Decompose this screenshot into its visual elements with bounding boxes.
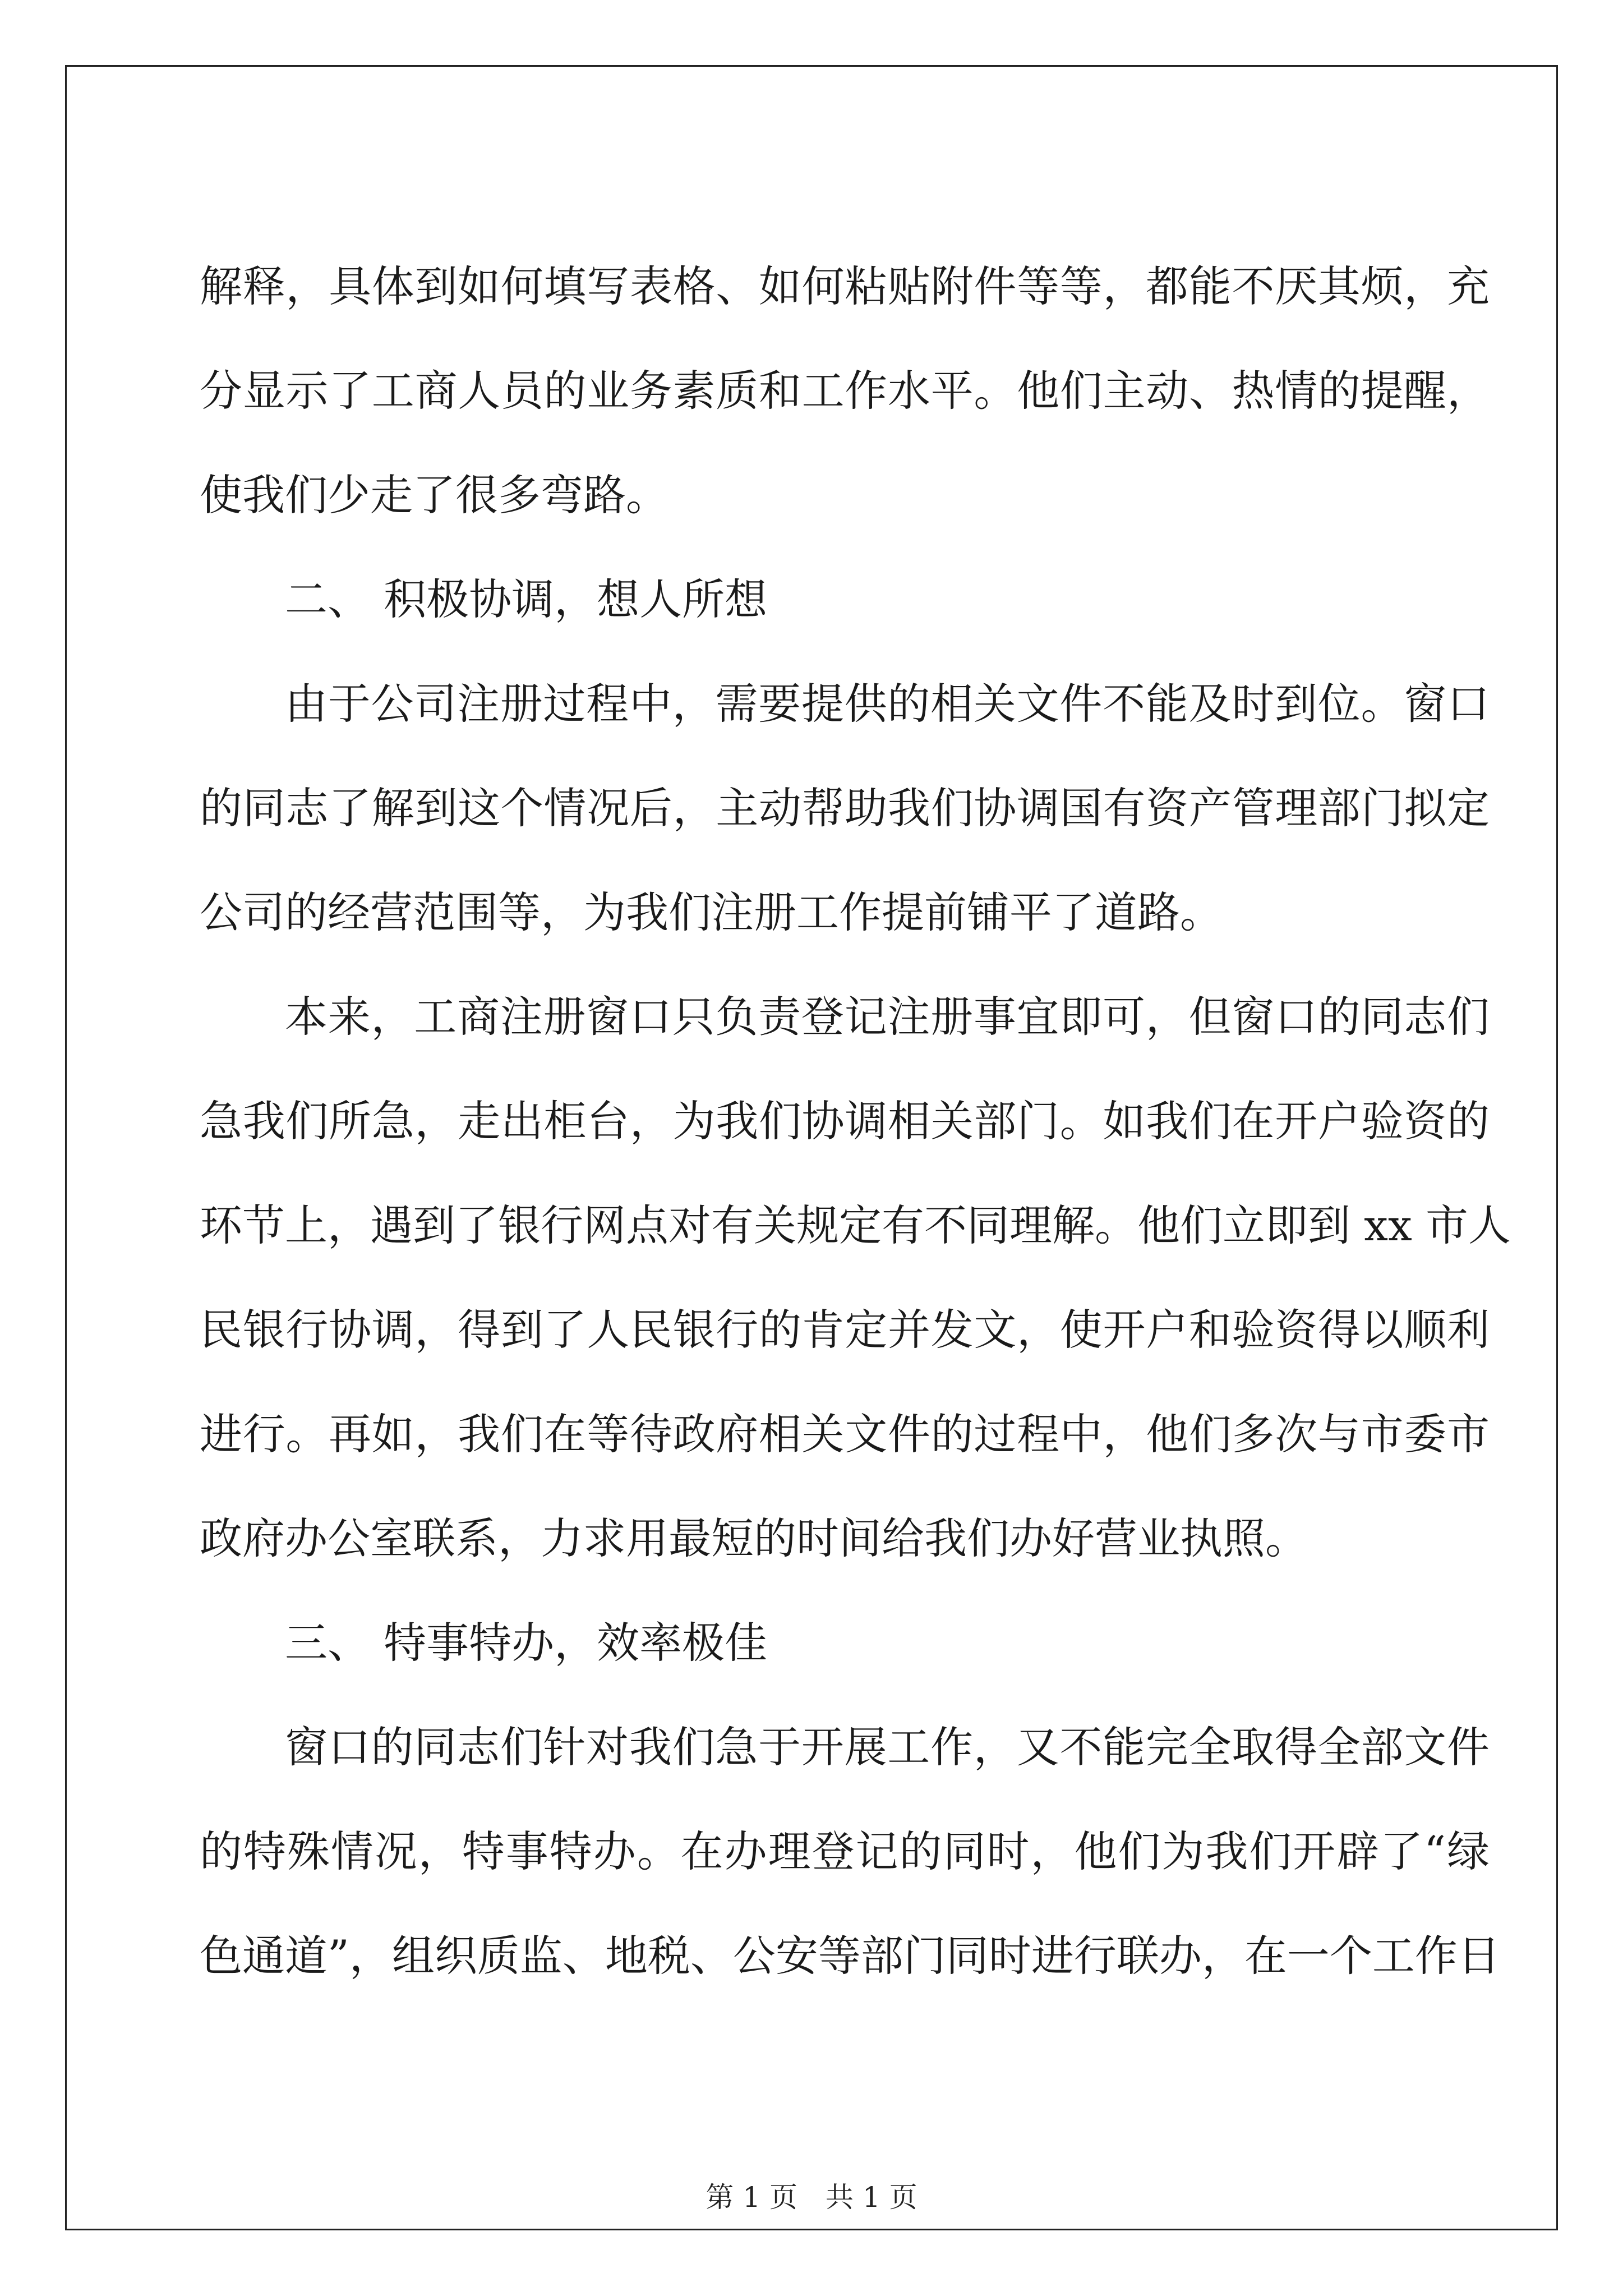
page-frame (65, 65, 1558, 2230)
section-heading: 三、 特事特办，效率极佳 (285, 1618, 768, 1668)
text-line: 公司的经营范围等，为我们注册工作提前铺平了道路。 (200, 887, 1223, 937)
text-line: 本来，工商注册窗口只负责登记注册事宜即可，但窗口的同志们 (285, 992, 1490, 1042)
text-line: 色通道”，组织质监、地税、公安等部门同时进行联办，在一个工作日 (200, 1931, 1500, 1981)
text-line: 民银行协调，得到了人民银行的肯定并发文，使开户和验资得以顺利 (200, 1305, 1490, 1355)
text-line: 由于公司注册过程中，需要提供的相关文件不能及时到位。窗口 (285, 679, 1490, 729)
page-footer (67, 2180, 1556, 2214)
text-line: 解释，具体到如何填写表格、如何粘贴附件等等，都能不厌其烦，充 (200, 261, 1490, 311)
text-line: 政府办公室联系，力求用最短的时间给我们办好营业执照。 (200, 1513, 1308, 1563)
text-line: 环节上，遇到了银行网点对有关规定有不同理解。他们立即到 xx 市人 (200, 1200, 1511, 1250)
text-line: 进行。再如，我们在等待政府相关文件的过程中，他们多次与市委市 (200, 1409, 1490, 1459)
text-line: 分显示了工商人员的业务素质和工作水平。他们主动、热情的提醒， (200, 366, 1490, 416)
text-line: 急我们所急，走出柜台，为我们协调相关部门。如我们在开户验资的 (200, 1096, 1490, 1146)
text-line: 的同志了解到这个情况后，主动帮助我们协调国有资产管理部门拟定 (200, 783, 1490, 833)
section-heading: 二、 积极协调，想人所想 (285, 574, 768, 624)
page-total: 共 1 页 (826, 2181, 917, 2214)
document-body (67, 67, 1556, 2229)
text-line: 使我们少走了很多弯路。 (200, 470, 668, 520)
text-line: 的特殊情况，特事特办。在办理登记的同时，他们为我们开辟了“绿 (200, 1826, 1490, 1876)
page-number: 第 1 页 (706, 2181, 797, 2214)
text-line: 窗口的同志们针对我们急于开展工作，又不能完全取得全部文件 (285, 1722, 1490, 1772)
